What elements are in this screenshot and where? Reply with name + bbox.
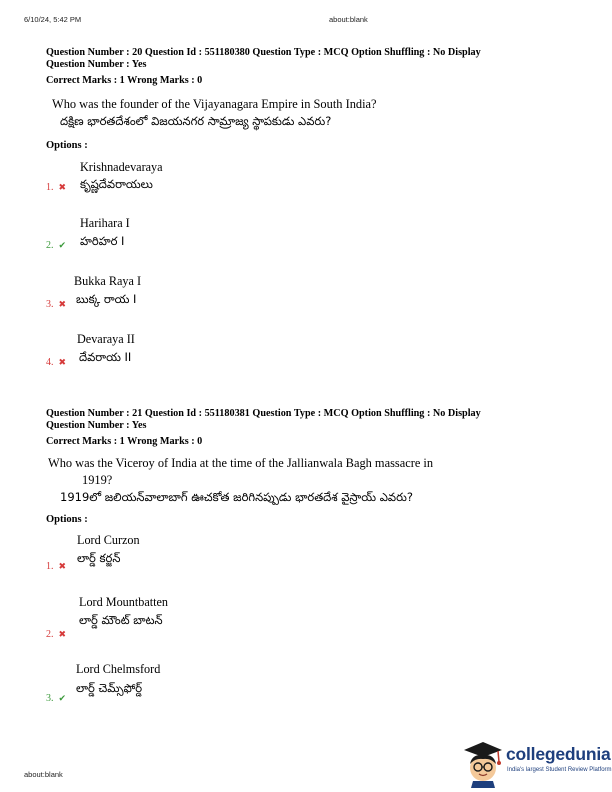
option-text-te: బుక్క రాయ I [76,292,137,306]
question-meta-line: Question Number : 21 Question Id : 551180381 Question Type : MCQ Option Shuffling : No Display [46,408,481,419]
question-text-en: Who was the founder of the Vijayanagara Empire in South India? [52,97,377,111]
option-text-en: Lord Chelmsford [76,662,161,676]
question-marks: Correct Marks : 1 Wrong Marks : 0 [46,436,203,447]
option-number: 2. ✖ [46,629,67,640]
option-text-te: లార్డ్ చెమ్స్‌ఫోర్డ్ [76,681,143,695]
question-display-line: Question Number : Yes [46,420,147,431]
option-number: 4. ✖ [46,357,67,368]
wrong-mark-icon: ✖ [58,300,67,310]
wrong-mark-icon: ✖ [58,183,67,193]
correct-check-icon: ✔ [58,694,67,704]
mascot-icon [462,740,504,788]
logo-wordmark: collegedunia [506,744,611,764]
option-text-te: లార్డ్ మౌంట్ బాటన్ [79,613,163,627]
collegedunia-logo [462,740,612,788]
option-text-en: Krishnadevaraya [80,160,163,174]
option-text-te: దేవరాయ II [79,350,132,364]
question-marks: Correct Marks : 1 Wrong Marks : 0 [46,75,203,86]
option-number: 3. ✖ [46,299,67,310]
options-heading: Options : [46,140,88,151]
option-number: 2. ✔ [46,240,67,251]
option-text-en: Harihara I [80,216,130,230]
print-url: about:blank [329,15,368,24]
question-display-line: Question Number : Yes [46,59,147,70]
options-heading: Options : [46,514,88,525]
question-text-te: దక్షిణ భారతదేశంలో విజయనగర సామ్రాజ్య స్థాపకుడు ఎవరు? [60,114,332,128]
question-text-en: Who was the Viceroy of India at the time of the Jallianwala Bagh massacre in [48,456,434,470]
print-datetime: 6/10/24, 5:42 PM [24,15,82,24]
option-text-te: హరిహర I [80,234,125,248]
wrong-mark-icon: ✖ [58,630,67,640]
print-footer-url: about:blank [24,770,63,779]
wrong-mark-icon: ✖ [58,358,67,368]
logo-tagline: India's largest Student Review Platform [507,767,612,773]
question-meta-line: Question Number : 20 Question Id : 551180380 Question Type : MCQ Option Shuffling : No Display [46,47,481,58]
option-number: 1. ✖ [46,561,67,572]
option-number: 1. ✖ [46,182,67,193]
option-text-te: లార్డ్ కర్జన్ [77,551,121,565]
question-text-en-cont: 1919? [82,473,113,487]
option-text-en: Bukka Raya I [74,274,142,288]
correct-check-icon: ✔ [58,241,67,251]
option-text-en: Lord Mountbatten [79,595,169,609]
option-text-en: Devaraya II [77,332,135,346]
question-text-te: 1919లో జలియన్‌వాలాబాగ్ ఊచకోత జరిగినప్పుడు భారతదేశ వైస్రాయ్ ఎవరు? [60,490,413,504]
option-text-en: Lord Curzon [77,533,140,547]
option-text-te: కృష్ణదేవరాయలు [80,177,153,191]
option-number: 3. ✔ [46,693,67,704]
wrong-mark-icon: ✖ [58,562,67,572]
